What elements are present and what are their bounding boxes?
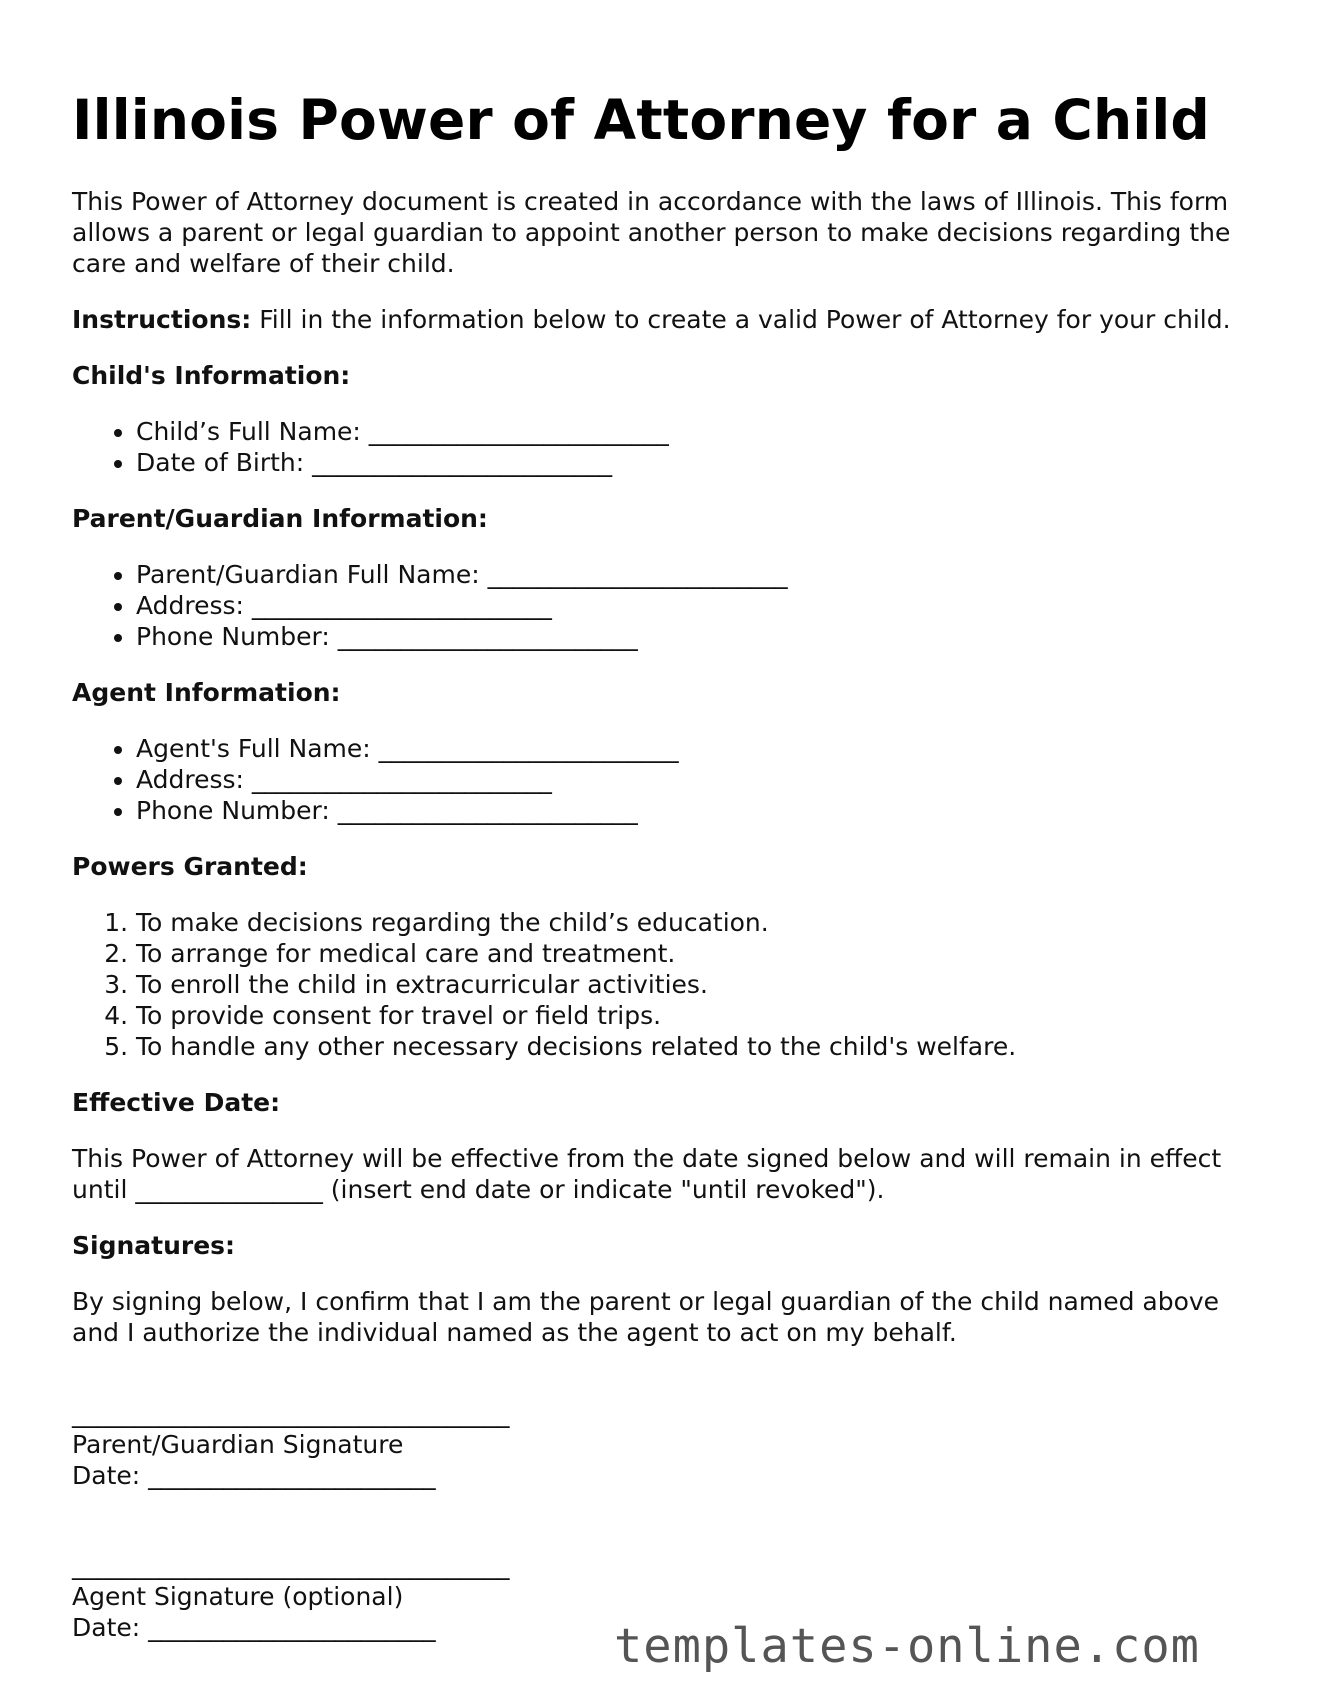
parent-signature-label: Parent/Guardian Signature (72, 1430, 404, 1459)
parent-phone-field: • Phone Number: ________________________ (136, 621, 1252, 652)
signature-block (72, 1398, 1252, 1643)
signature-spacer (72, 1491, 1252, 1550)
agent-info-list (72, 733, 1252, 826)
child-info-list (72, 416, 1252, 478)
child-info-heading: Child's Information: (72, 361, 351, 390)
agent-signature-label: Agent Signature (optional) (72, 1582, 404, 1611)
document-title: Illinois Power of Attorney for a Child (72, 88, 1211, 152)
agent-signature-date: Date: _______________________ (72, 1613, 436, 1642)
child-dob-field: • Date of Birth: ________________________ (136, 447, 1252, 478)
agent-info-heading: Agent Information: (72, 678, 341, 707)
intro-paragraph: This Power of Attorney document is created in accordance with the laws of Illinois. This form allows a parent or legal guardian to appoint another person to make decisions regarding the care and welfare of their child. (72, 187, 1231, 278)
instructions-label: Instructions: (72, 305, 252, 334)
document-page (72, 88, 1252, 1643)
agent-signature-line: ___________________________________ (72, 1551, 510, 1580)
effective-date-heading: Effective Date: (72, 1088, 281, 1117)
powers-heading: Powers Granted: (72, 852, 308, 881)
watermark: templates-online.com (614, 1619, 1200, 1674)
power-item: 1. To make decisions regarding the child’s education. (136, 907, 1252, 938)
power-item: 5. To handle any other necessary decisions related to the child's welfare. (136, 1031, 1252, 1062)
power-item: 2. To arrange for medical care and treatment. (136, 938, 1252, 969)
signatures-paragraph: By signing below, I confirm that I am the parent or legal guardian of the child named above and I authorize the individual named as the agent to act on my behalf. (72, 1287, 1220, 1347)
child-full-name-field: • Child’s Full Name: ________________________ (136, 416, 1252, 447)
parent-full-name-field: • Parent/Guardian Full Name: ________________________ (136, 559, 1252, 590)
agent-full-name-field: • Agent's Full Name: ________________________ (136, 733, 1252, 764)
powers-list (72, 907, 1252, 1062)
power-item: 4. To provide consent for travel or field trips. (136, 1000, 1252, 1031)
parent-signature-line: ___________________________________ (72, 1399, 510, 1428)
effective-date-paragraph: This Power of Attorney will be effective from the date signed below and will remain in effect until _______________ (insert end date or indicate "until revoked"). (72, 1144, 1222, 1204)
parent-info-heading: Parent/Guardian Information: (72, 504, 488, 533)
power-item: 3. To enroll the child in extracurricular activities. (136, 969, 1252, 1000)
signatures-heading: Signatures: (72, 1231, 236, 1260)
agent-phone-field: • Phone Number: ________________________ (136, 795, 1252, 826)
agent-address-field: • Address: ________________________ (136, 764, 1252, 795)
instructions-paragraph (72, 304, 1252, 335)
parent-signature-date: Date: _______________________ (72, 1461, 436, 1490)
parent-info-list (72, 559, 1252, 652)
parent-address-field: • Address: ________________________ (136, 590, 1252, 621)
instructions-text: Fill in the information below to create a valid Power of Attorney for your child. (251, 305, 1231, 334)
